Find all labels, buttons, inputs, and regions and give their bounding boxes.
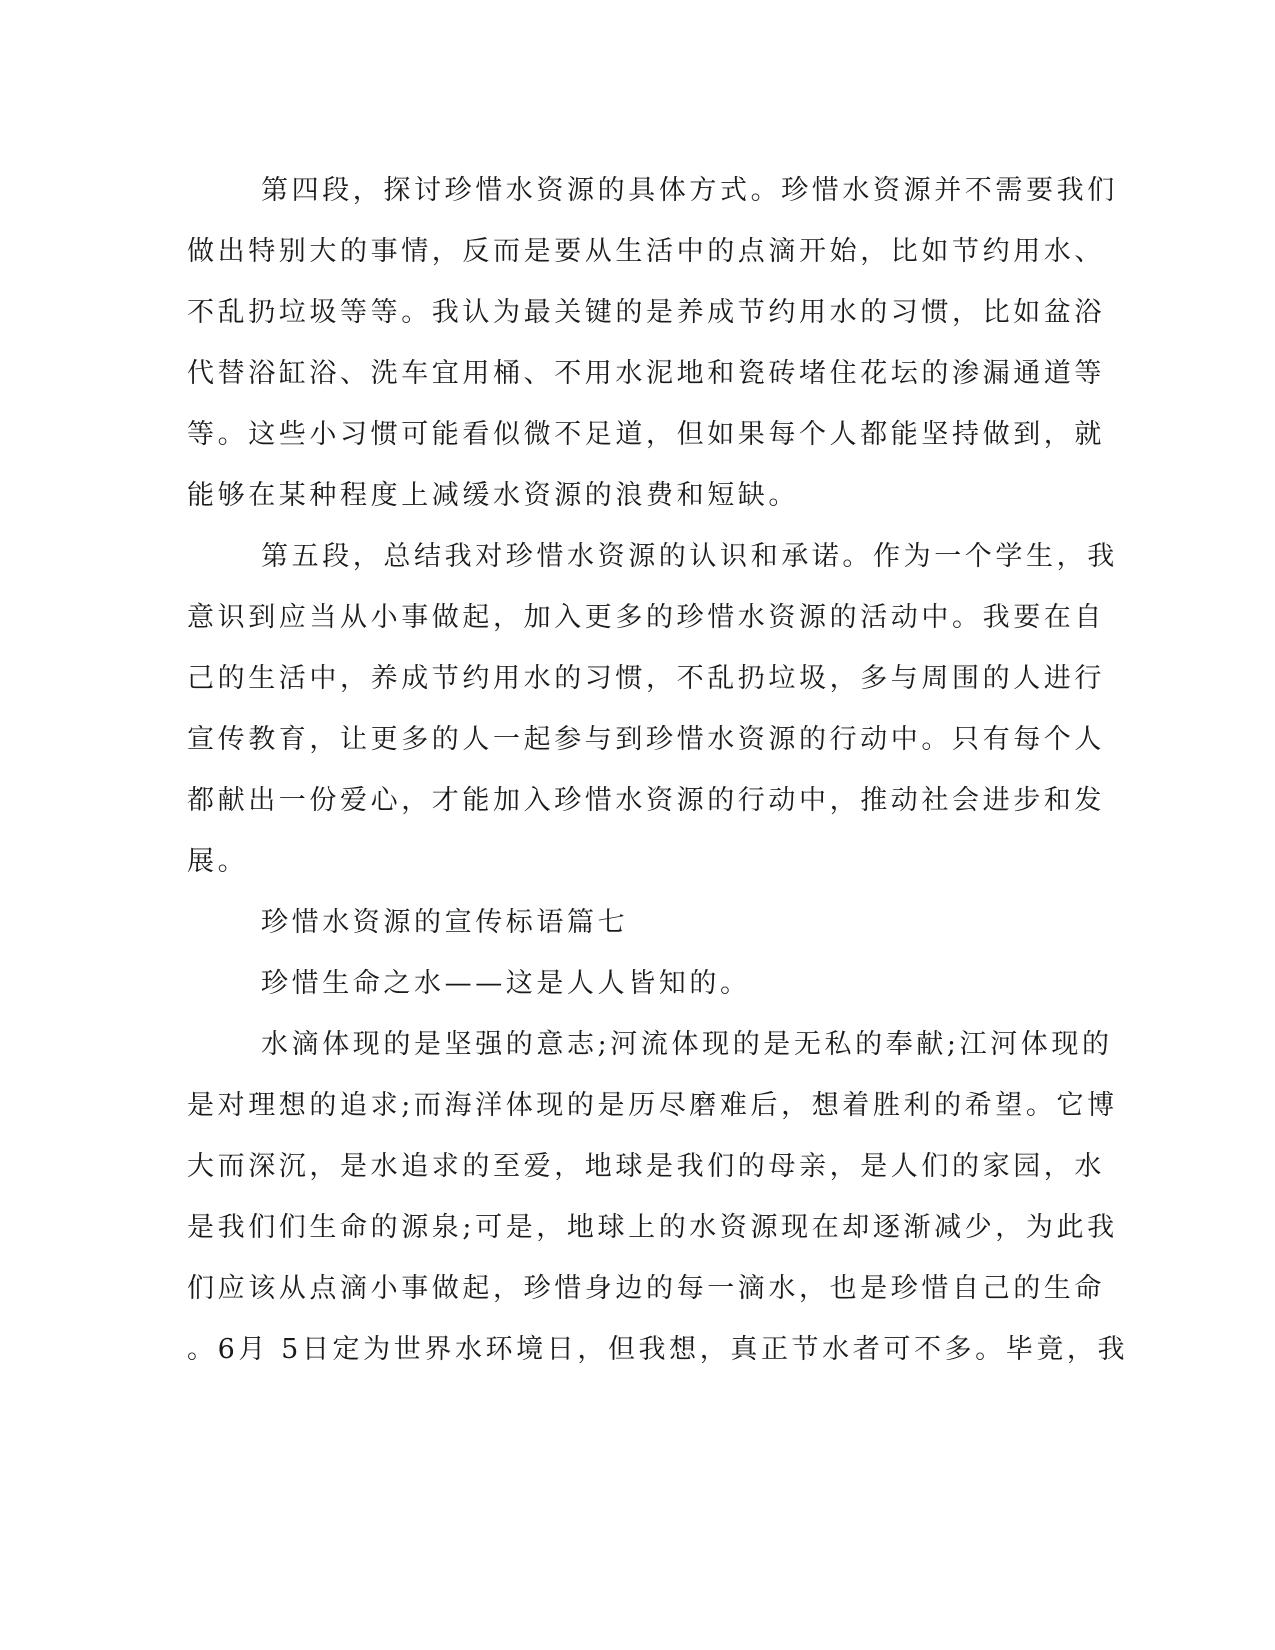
paragraph-line: 代替浴缸浴、洗车宜用桶、不用水泥地和瓷砖堵住花坛的渗漏通道等 [187, 358, 1105, 389]
intro-line: 珍惜生命之水——这是人人皆知的。 [261, 968, 751, 999]
paragraph-line: 宣传教育，让更多的人一起参与到珍惜水资源的行动中。只有每个人 [187, 724, 1105, 755]
paragraph-fifth-section [187, 526, 1118, 892]
document-body [187, 160, 1129, 1380]
paragraph-line: 水滴体现的是坚强的意志;河流体现的是无私的奉献;江河体现的 [261, 1029, 1113, 1060]
paragraph-fourth-section [187, 160, 1118, 526]
paragraph-line: 做出特别大的事情，反而是要从生活中的点滴开始，比如节约用水、 [187, 236, 1105, 267]
section-title: 珍惜水资源的宣传标语篇七 [261, 907, 629, 938]
paragraph-line: 。6月 5日定为世界水环境日，但我想，真正节水者可不多。毕竟，我 [187, 1334, 1129, 1365]
paragraph-line: 第四段，探讨珍惜水资源的具体方式。珍惜水资源并不需要我们 [261, 175, 1118, 206]
paragraph-water-drops [187, 1014, 1129, 1380]
paragraph-line: 己的生活中，养成节约用水的习惯，不乱扔垃圾，多与周围的人进行 [187, 663, 1105, 694]
paragraph-line: 能够在某种程度上减缓水资源的浪费和短缺。 [187, 480, 799, 511]
paragraph-line: 大而深沉，是水追求的至爱，地球是我们的母亲，是人们的家园，水 [187, 1151, 1105, 1182]
paragraph-line: 展。 [187, 846, 249, 877]
paragraph-line: 等。这些小习惯可能看似微不足道，但如果每个人都能坚持做到，就 [187, 419, 1105, 450]
paragraph-line: 不乱扔垃圾等等。我认为最关键的是养成节约用水的习惯，比如盆浴 [187, 297, 1105, 328]
paragraph-line: 第五段，总结我对珍惜水资源的认识和承诺。作为一个学生，我 [261, 541, 1118, 572]
paragraph-line: 都献出一份爱心，才能加入珍惜水资源的行动中，推动社会进步和发 [187, 785, 1105, 816]
paragraph-line: 是对理想的追求;而海洋体现的是历尽磨难后，想着胜利的希望。它博 [187, 1090, 1118, 1121]
paragraph-line: 意识到应当从小事做起，加入更多的珍惜水资源的活动中。我要在自 [187, 602, 1105, 633]
paragraph-line: 是我们们生命的源泉;可是，地球上的水资源现在却逐渐减少，为此我 [187, 1212, 1118, 1243]
paragraph-line: 们应该从点滴小事做起，珍惜身边的每一滴水，也是珍惜自己的生命 [187, 1273, 1105, 1304]
